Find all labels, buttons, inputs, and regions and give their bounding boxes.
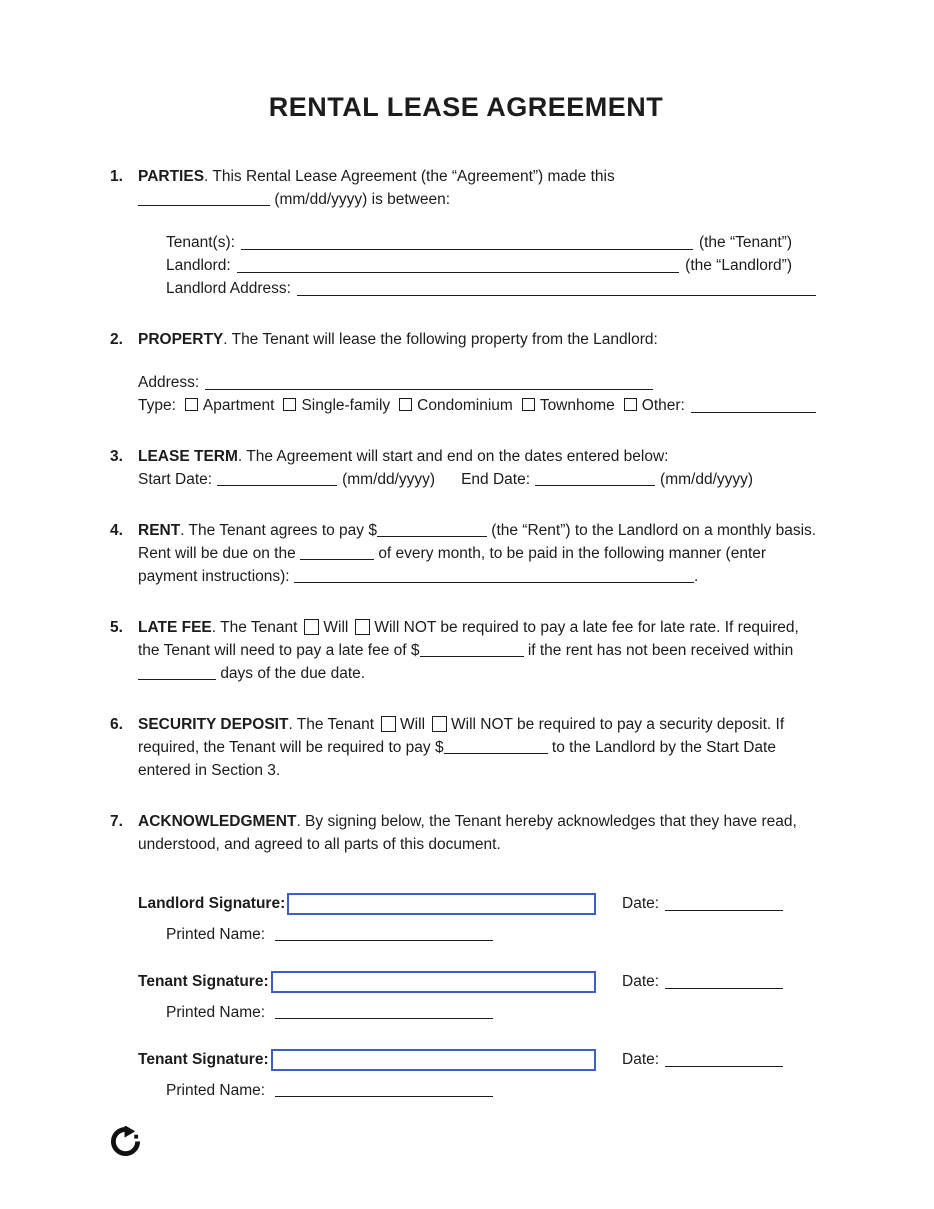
- landlord-signature-row: [138, 892, 822, 915]
- security-deposit-text-1: . The Tenant: [288, 716, 375, 733]
- printed-name-label: Printed Name:: [166, 1004, 266, 1021]
- circular-arrow-logo-icon: [110, 1126, 822, 1164]
- tenant-signature-date-blank-2[interactable]: [665, 1052, 783, 1067]
- rent-text-3: of every month, to be paid in the following manner (enter payment instructions):: [138, 545, 767, 585]
- section-number: 7.: [110, 813, 123, 830]
- late-fee-text-3: if the rent has not been received within: [527, 642, 794, 659]
- landlord-line: [166, 254, 792, 277]
- section-rent: [110, 519, 822, 588]
- other-checkbox[interactable]: [624, 398, 637, 411]
- lease-term-text: . The Agreement will start and end on the dates entered below:: [237, 448, 669, 465]
- townhome-checkbox[interactable]: [522, 398, 535, 411]
- tenant-printed-name-line-2: [166, 1079, 822, 1102]
- printed-name-label: Printed Name:: [166, 1082, 266, 1099]
- landlord-name-blank[interactable]: [237, 272, 680, 273]
- late-fee-amount-blank[interactable]: [420, 642, 524, 657]
- late-fee-heading: LATE FEE: [138, 619, 212, 636]
- section-parties: [110, 165, 822, 300]
- date-label: Date:: [622, 973, 660, 990]
- late-fee-will-label: Will: [323, 619, 349, 636]
- parties-heading: PARTIES: [138, 168, 205, 185]
- acknowledgment-paragraph: [138, 810, 822, 856]
- start-date-label: Start Date:: [138, 471, 213, 488]
- tenant-signature-label: Tenant Signature:: [138, 973, 269, 990]
- section-late-fee: [110, 616, 822, 685]
- security-deposit-paragraph: [138, 713, 822, 782]
- deposit-will-not-label: Will NOT: [451, 716, 513, 733]
- deposit-will-not-checkbox[interactable]: [432, 716, 447, 732]
- section-number: 2.: [110, 331, 123, 348]
- tenant-signature-date-blank-1[interactable]: [665, 974, 783, 989]
- deposit-will-checkbox[interactable]: [381, 716, 396, 732]
- section-acknowledgment: [110, 810, 822, 856]
- agreement-date-blank[interactable]: [138, 191, 270, 206]
- landlord-address-line: [166, 277, 822, 300]
- tenant-signature-label: Tenant Signature:: [138, 1051, 269, 1068]
- tenant-suffix: (the “Tenant”): [698, 234, 792, 251]
- date-label: Date:: [622, 1051, 660, 1068]
- tenant-signature-field-2[interactable]: [271, 1049, 596, 1071]
- deposit-will-label: Will: [400, 716, 426, 733]
- payment-instructions-blank[interactable]: [294, 568, 694, 583]
- tenant-name-blank[interactable]: [241, 249, 693, 250]
- landlord-signature-label: Landlord Signature:: [138, 895, 286, 912]
- type-option-condominium: [399, 394, 513, 417]
- rent-text-4: .: [693, 568, 699, 585]
- date-label: Date:: [622, 895, 660, 912]
- rent-due-day-blank[interactable]: [300, 545, 374, 560]
- security-deposit-heading: SECURITY DEPOSIT: [138, 716, 289, 733]
- tenant-signature-row-1: [138, 970, 822, 993]
- late-fee-paragraph: [138, 616, 822, 685]
- landlord-address-blank[interactable]: [297, 295, 816, 296]
- property-heading: PROPERTY: [138, 331, 224, 348]
- landlord-signature-field[interactable]: [287, 893, 596, 915]
- rent-paragraph: [138, 519, 822, 588]
- tenant-signature-row-2: [138, 1048, 822, 1071]
- section-number: 6.: [110, 716, 123, 733]
- townhome-label: Townhome: [539, 397, 615, 414]
- property-address-blank[interactable]: [205, 389, 653, 390]
- printed-name-label: Printed Name:: [166, 926, 266, 943]
- condominium-label: Condominium: [417, 397, 513, 414]
- parties-text: . This Rental Lease Agreement (the “Agreement”) made this: [204, 168, 615, 185]
- single-family-checkbox[interactable]: [283, 398, 296, 411]
- lease-term-paragraph: [138, 445, 822, 468]
- rent-heading: RENT: [138, 522, 181, 539]
- end-date-format: (mm/dd/yyyy): [660, 471, 754, 488]
- section-lease-term: [110, 445, 822, 491]
- start-date-blank[interactable]: [217, 471, 337, 486]
- landlord-signature-date-blank[interactable]: [665, 896, 783, 911]
- late-fee-days-blank[interactable]: [138, 665, 216, 680]
- section-number: 4.: [110, 522, 123, 539]
- type-option-apartment: [185, 394, 275, 417]
- property-paragraph: [138, 328, 822, 351]
- other-label: Other:: [641, 397, 685, 414]
- late-fee-text-2: be required to pay a late fee for late rate. If required, the Tenant will need to pay a late fee of $: [138, 619, 799, 659]
- parties-paragraph: [138, 165, 822, 211]
- tenant-label: Tenant(s):: [166, 234, 235, 251]
- tenant-line: [166, 231, 792, 254]
- apartment-checkbox[interactable]: [185, 398, 198, 411]
- property-type-line: [138, 394, 822, 417]
- section-security-deposit: [110, 713, 822, 782]
- section-number: 3.: [110, 448, 123, 465]
- landlord-address-label: Landlord Address:: [166, 280, 291, 297]
- end-date-label: End Date:: [461, 471, 531, 488]
- tenant-printed-name-line-1: [166, 1001, 822, 1024]
- security-deposit-text-3: to the Landlord by the Start Date entered in Section 3.: [138, 739, 776, 779]
- landlord-label: Landlord:: [166, 257, 231, 274]
- property-fields: [138, 371, 822, 417]
- acknowledgment-text: . By signing below, the Tenant hereby acknowledges that they have read, understood, and agreed to all parts of this document.: [138, 813, 797, 853]
- tenant-printed-name-blank-2[interactable]: [275, 1082, 493, 1097]
- section-number: 1.: [110, 168, 123, 185]
- deposit-amount-blank[interactable]: [444, 739, 548, 754]
- condominium-checkbox[interactable]: [399, 398, 412, 411]
- type-option-townhome: [522, 394, 615, 417]
- late-fee-will-not-label: Will NOT: [374, 619, 437, 636]
- late-fee-will-not-checkbox[interactable]: [355, 619, 370, 635]
- type-option-single-family: [283, 394, 390, 417]
- section-number: 5.: [110, 619, 123, 636]
- late-fee-text-1: . The Tenant: [211, 619, 298, 636]
- tenant-signature-field-1[interactable]: [271, 971, 596, 993]
- late-fee-text-4: days of the due date.: [220, 665, 366, 682]
- parties-fields: [166, 231, 822, 300]
- security-deposit-text-2: be required to pay a security deposit. If required, the Tenant will be required to pay $: [138, 716, 785, 756]
- type-option-other: [624, 394, 685, 417]
- tenant-signature-group-1: [138, 970, 822, 1024]
- property-text: . The Tenant will lease the following property from the Landlord:: [223, 331, 658, 348]
- tenant-printed-name-blank-1[interactable]: [275, 1004, 493, 1019]
- other-type-blank[interactable]: [691, 412, 816, 413]
- end-date-blank[interactable]: [535, 471, 655, 486]
- lease-term-heading: LEASE TERM: [138, 448, 238, 465]
- signatures-block: [138, 892, 822, 1102]
- rent-amount-blank[interactable]: [377, 522, 487, 537]
- landlord-signature-group: [138, 892, 822, 946]
- late-fee-will-checkbox[interactable]: [304, 619, 319, 635]
- parties-date-format-text: (mm/dd/yyyy) is between:: [274, 191, 451, 208]
- property-address-label: Address:: [138, 374, 200, 391]
- property-type-label: Type:: [138, 397, 176, 414]
- apartment-label: Apartment: [202, 397, 275, 414]
- acknowledgment-heading: ACKNOWLEDGMENT: [138, 813, 297, 830]
- rent-text-1: . The Tenant agrees to pay $: [180, 522, 377, 539]
- landlord-suffix: (the “Landlord”): [685, 257, 792, 274]
- property-address-line: [138, 371, 822, 394]
- page-title: RENTAL LEASE AGREEMENT: [268, 92, 664, 122]
- lease-dates-line: [138, 468, 822, 491]
- start-date-format: (mm/dd/yyyy): [342, 471, 436, 488]
- section-property: [110, 328, 822, 417]
- landlord-printed-name-line: [166, 923, 822, 946]
- landlord-printed-name-blank[interactable]: [275, 926, 493, 941]
- single-family-label: Single-family: [301, 397, 391, 414]
- rent-text-2: (the “Rent”) to the Landlord on a monthly basis. Rent will be due on the: [138, 522, 817, 562]
- tenant-signature-group-2: [138, 1048, 822, 1102]
